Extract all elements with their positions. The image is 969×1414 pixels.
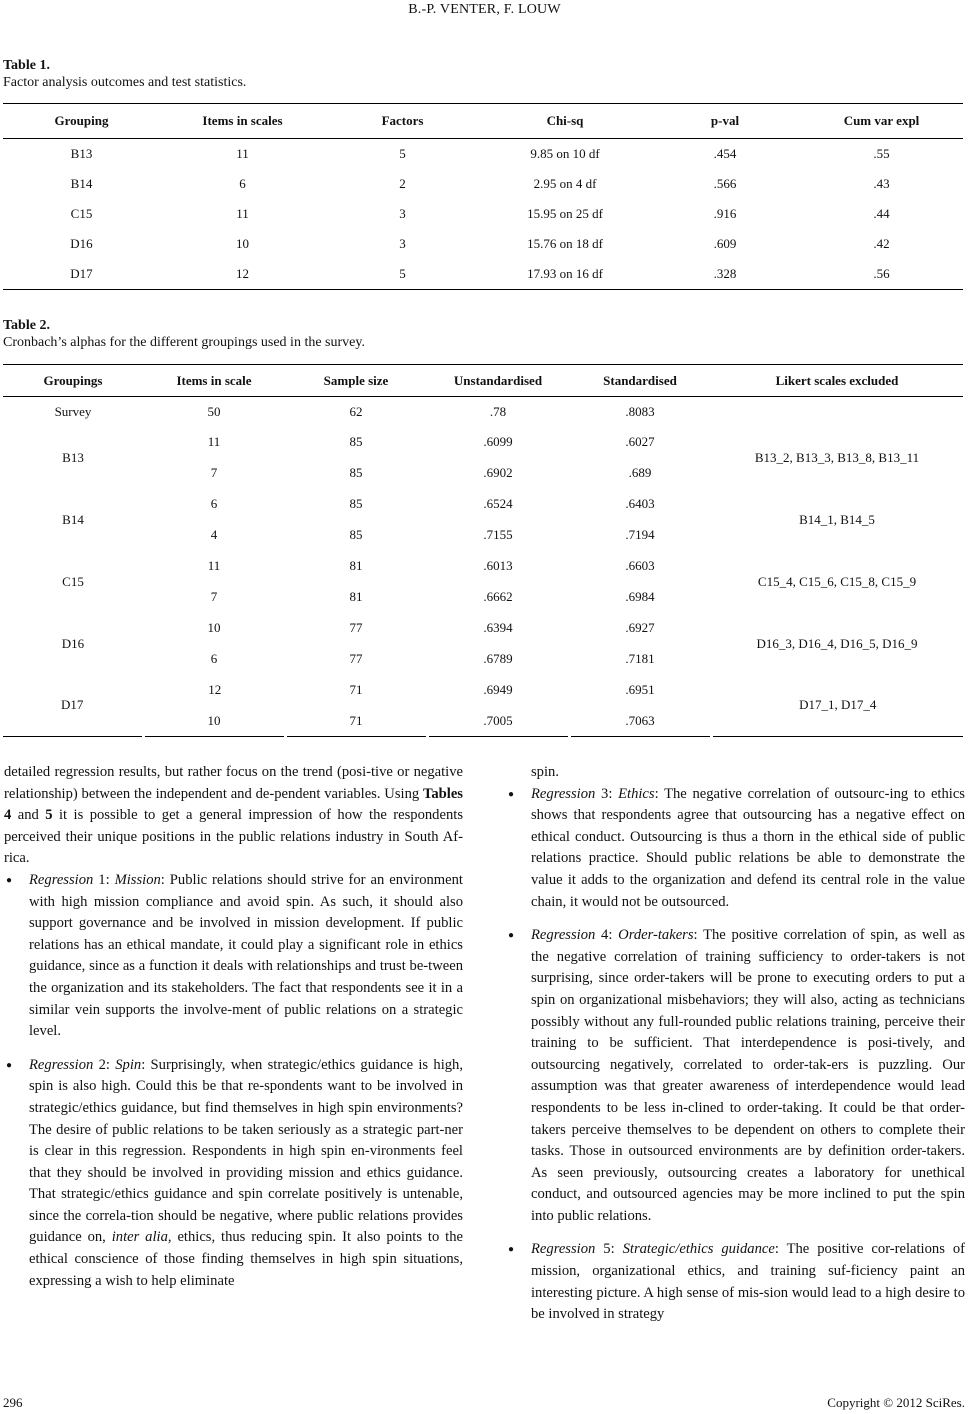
table-cell: .6603 [625,558,655,573]
table-row [3,551,963,582]
table-cell: 77 [349,651,363,666]
table-cell: 71 [349,682,363,697]
table1-label: Table 1. [3,58,50,73]
table-row [3,397,963,427]
table2-label: Table 2. [3,318,50,333]
table1-header: Factors [325,104,480,139]
bullet-icon: ● [6,874,13,886]
table-row [3,613,963,644]
table-cell: 71 [285,706,427,737]
table-cell: .42 [873,236,890,251]
table-cell: 50 [207,403,221,419]
table-cell: 10 [207,620,221,635]
table-cell: 15.95 on 25 df [527,206,603,221]
table-cell: 11 [236,146,249,161]
table-cell: .6949 [483,682,513,697]
table-cell: .7181 [625,651,655,666]
group-name-cell: D16 [61,635,85,651]
table-cell [711,397,963,427]
copyright: Copyright © 2012 SciRes. [827,1395,965,1410]
table-cell: .566 [713,176,737,191]
table-cell: 11 [236,206,249,221]
bullet-regression-1: ● Regression 1: Mission: Public relations should strive for an environment with high mission compliance and avoid spin. As such, it should also support governance and be involved in mission development. If public relations has an ethical mandate, it could play a significant role in ethics guidance, since as a function it deals with relationships and trust be-tween the organization and its stakeholders. The fact that respondents see it in a similar vein supports the involve-ment of public relations on a strategic level. [6,871,463,1040]
table-cell: .328 [650,259,800,290]
bullet-regression-5: ● Regression 5: Strategic/ethics guidance: The positive cor-relations of mission, organizational ethics, and training suf-ficiency paint an interesting picture. A high sense of mis-sion would lead to a high desire to be involved in strategy [508,1241,965,1323]
left-column [4,762,463,1292]
bullet-icon: ● [6,1059,13,1071]
table-cell: .6027 [625,434,655,449]
table-cell: .56 [800,259,963,290]
table-cell: .6013 [483,558,513,573]
table-cell: 85 [349,496,363,511]
table-cell: 12 [160,259,325,290]
bullet-regression-3: ● Regression 3: Ethics: The negative correlation of outsourc-ing to ethics shows that respondents agree that outsourcing has a negative effect on ethical conduct. Outsourcing is thus a thorn in the ethical side of public relations practice. Should public relations be able to demonstrate the value it adds to the organization and defend its central role in the value chain, it would not be outsourced. [508,785,965,910]
table-row [3,489,963,520]
table-cell: 7 [210,589,218,604]
table-cell: 17.93 on 16 df [480,259,650,290]
table-cell: .6789 [483,651,513,666]
table-cell: .6927 [625,620,655,635]
table-cell: .689 [628,465,652,480]
table-cell: .43 [873,176,890,191]
group-name-cell: B14 [62,511,84,527]
table-cell: .7063 [569,706,711,737]
table-cell: 77 [349,620,363,635]
table-cell: 5 [325,259,480,290]
excluded-scales-cell: B13_2, B13_3, B13_8, B13_11 [754,449,920,465]
table-cell: 15.76 on 18 df [527,236,603,251]
table-cell: .44 [873,206,890,221]
table1-header: Chi-sq [480,104,650,139]
table-cell: .6984 [625,589,655,604]
bullet-regression-2-continued: spin. [531,764,559,780]
table-row [3,229,963,259]
table1 [3,103,963,290]
table-cell: D17 [3,259,160,290]
group-name-cell: B13 [62,449,84,465]
table2-header: Standardised [569,365,711,397]
table1-header-row [3,104,963,139]
table-cell: B14 [70,176,93,191]
table2-header: Unstandardised [427,365,569,397]
table-row [3,259,963,290]
table-cell: .7155 [483,527,513,542]
table2-header: Likert scales excluded [711,365,963,397]
table-cell: B13 [70,146,93,161]
table2-header-row [3,365,963,397]
table-cell: .8083 [625,403,655,419]
table-cell: .6099 [483,434,513,449]
table-cell: 85 [349,465,363,480]
table2-header: Items in scale [143,365,285,397]
table-cell: 62 [349,403,363,419]
table-cell: .6951 [625,682,655,697]
table-row [3,139,963,170]
group-name-cell: D17 [3,675,143,737]
table-row [3,169,963,199]
table-cell: 2.95 on 4 df [533,176,597,191]
table2-header: Groupings [3,365,143,397]
table2-caption-text: Cronbach’s alphas for the different groupings used in the survey. [3,335,365,350]
table1-header: Items in scales [160,104,325,139]
table-cell: .454 [713,146,737,161]
table-cell: 11 [207,434,221,449]
table-cell: .7194 [625,527,655,542]
table-row [3,199,963,229]
table-cell: .6662 [483,589,513,604]
table-cell: .6403 [625,496,655,511]
table-cell: 12 [208,682,222,697]
table-row [3,427,963,458]
excluded-scales-cell: D16_3, D16_4, D16_5, D16_9 [756,635,918,651]
body-paragraph: detailed regression results, but rather focus on the trend (posi-tive or negative relationship) between the independent and de-pendent variables. Using Tables 4 and 5 it is possible to get a general impression of how the respondents perceived their unique positions in the public relations industry in South Af-rica. [4,764,463,867]
table-cell: 2 [399,176,406,191]
bullet-icon: ● [508,788,515,800]
table-cell: .609 [713,236,737,251]
table1-header: Grouping [3,104,160,139]
table-cell: 7 [210,465,218,480]
table2 [3,364,963,737]
table1-caption [3,57,246,91]
running-head: B.-P. VENTER, F. LOUW [408,2,561,17]
table-cell: .78 [489,403,507,419]
table1-header: Cum var expl [800,104,963,139]
excluded-scales-cell: D17_1, D17_4 [711,675,963,737]
table-cell: .6394 [483,620,513,635]
table-cell: Survey [54,403,92,419]
table-cell: .7005 [427,706,569,737]
table-cell: 3 [399,206,406,221]
group-name-cell: C15 [62,573,84,589]
table-cell: 4 [210,527,218,542]
table-cell: 81 [349,589,363,604]
table-cell: .55 [873,146,890,161]
table-cell: 3 [399,236,406,251]
bullet-icon: ● [508,930,515,942]
table-cell: .916 [713,206,737,221]
bullet-icon: ● [508,1244,515,1256]
page-number: 296 [3,1395,23,1410]
table-cell: .6524 [483,496,513,511]
table-cell: 85 [349,527,363,542]
table-cell: 5 [399,146,406,161]
table-cell: C15 [70,206,93,221]
table-cell: .6902 [483,465,513,480]
table2-caption [3,317,365,351]
table-cell: 81 [349,558,363,573]
table-row [3,675,963,706]
table1-header: p-val [650,104,800,139]
bullet-regression-4: ● Regression 4: Order-takers: The positive correlation of spin, as well as the negative correlation of training sufficiency to order-takers is not surprising, since order-takers will be prone to executing orders to put a spin on organizational misbehaviors; they will also, acting as technicians possibly without any full-rounded public relations training, perceive their training to be sufficient. That interdependence is posi-tively, and outsourcing negatively, correlated to order-tak-ers is puzzling. Our assumption was that greater awareness of interdependence would lead respondents to be less in-clined to order-taking. It could be that order-takers perceive themselves to be dependent on others to complete their tasks. Those in outsourced environments are by definition order-takers. As seen previously, outsourcing creates a laboratory for unethical conduct, and outsourced agencies may be more inclined to put the spin into public relations. [508,927,965,1224]
table-cell: 10 [236,236,249,251]
table-cell: 6 [210,651,218,666]
table-cell: 85 [349,434,363,449]
table1-caption-text: Factor analysis outcomes and test statistics. [3,75,247,90]
table-cell: 6 [239,176,246,191]
table-cell: 11 [207,558,221,573]
table-cell: 10 [143,706,285,737]
table2-header: Sample size [285,365,427,397]
table-cell: D16 [70,236,93,251]
excluded-scales-cell: B14_1, B14_5 [799,511,875,527]
right-column [506,762,965,1326]
excluded-scales-cell: C15_4, C15_6, C15_8, C15_9 [757,573,917,589]
table-cell: 9.85 on 10 df [530,146,600,161]
table-cell: 6 [210,496,218,511]
bullet-regression-2: ● Regression 2: Spin: Surprisingly, when strategic/ethics guidance is high, spin is also high. Could this be that re-spondents want to be involved in strategic/ethics guidance, but find themselves in high spin environments? The desire of public relations to be taken seriously as a strategic part-ner is clear in this regression. Respondents in high spin en-vironments feel that they should be involved in providing mission and ethics guidance. That strategic/ethics guidance and spin correlate positively is untenable, since the correla-tion should be negative, where public relations provides guidance on, inter alia, ethics, thus reducing spin. It also points to the ethical conscience of those finding themselves in high spin situations, expressing a wish to help eliminate [6,1056,463,1289]
